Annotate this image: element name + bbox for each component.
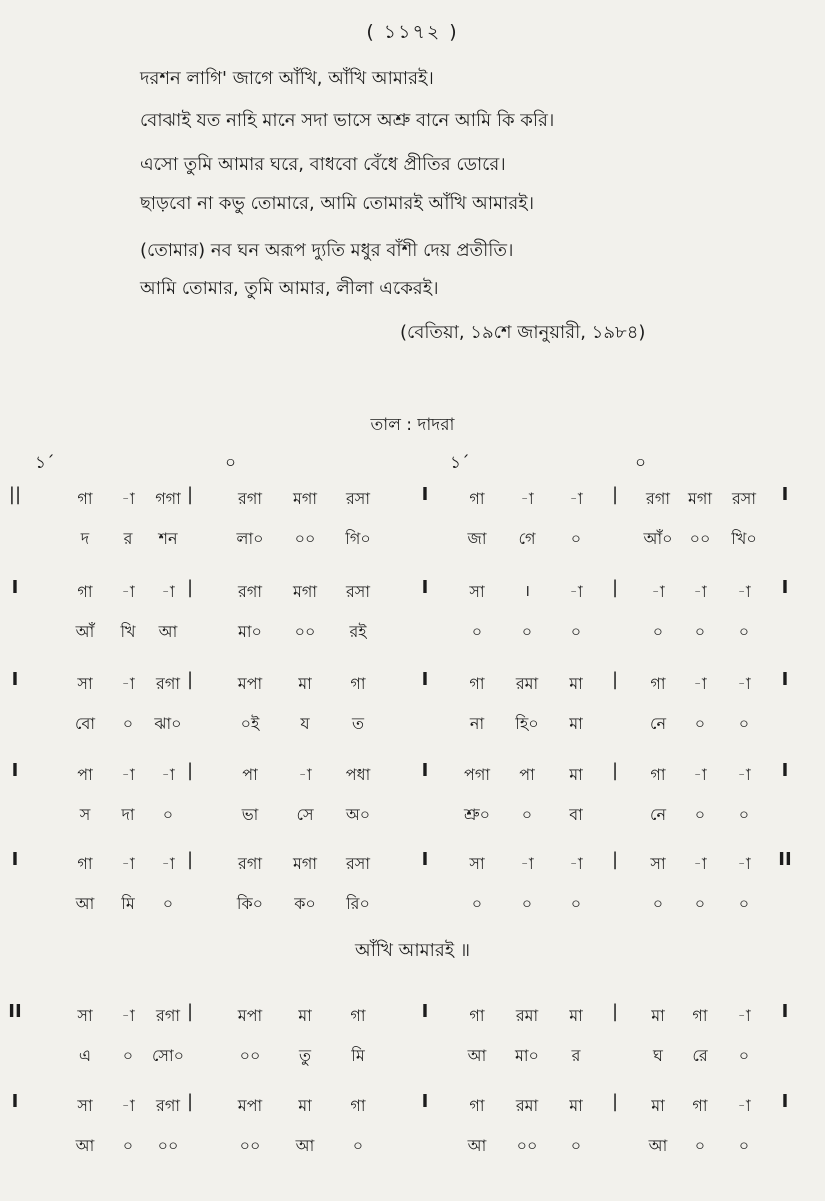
lyric-syllable: খি	[120, 622, 136, 641]
swara-note: গা	[469, 489, 485, 508]
swara-note: সা	[77, 1096, 93, 1115]
barline: |	[186, 1001, 194, 1022]
swara-note: গা	[77, 489, 93, 508]
beat-mark-1: ১´	[35, 453, 55, 473]
swara-note: মা	[651, 1006, 665, 1025]
barline: |	[611, 669, 619, 690]
swara-note: -া	[121, 674, 135, 693]
swara-note: রগা	[156, 1006, 180, 1025]
swara-note: সা	[469, 854, 485, 873]
lyric-syllable: আঁ০	[643, 529, 673, 548]
swara-note: গা	[77, 582, 93, 601]
barline: |	[611, 760, 619, 781]
barline: II	[8, 1001, 22, 1022]
swara-note: রগা	[156, 1096, 180, 1115]
lyric-syllable: ০	[652, 622, 664, 641]
lyric-syllable: কি০	[236, 894, 264, 913]
lyric-syllable: র	[571, 1046, 581, 1065]
barline: |	[186, 577, 194, 598]
lyric-syllable: ০০	[239, 1136, 261, 1155]
swara-note: -া	[569, 854, 583, 873]
swara-note: -া	[693, 854, 707, 873]
barline: |	[186, 1091, 194, 1112]
swara-note: পা	[519, 765, 535, 784]
swara-note: গা	[692, 1006, 708, 1025]
swara-note: মা	[569, 765, 583, 784]
swara-note: সা	[469, 582, 485, 601]
lyric-syllable: অ০	[345, 805, 371, 824]
swara-note: -া	[520, 489, 534, 508]
swara-note: ।	[523, 581, 531, 600]
lyric-syllable: রই	[349, 622, 367, 641]
swara-note: পা	[242, 765, 258, 784]
beat-mark-2: ০	[225, 453, 237, 473]
barline: I	[421, 669, 429, 690]
barline: I	[781, 1091, 789, 1112]
swara-note: গা	[350, 1006, 366, 1025]
barline: I	[421, 760, 429, 781]
lyric-syllable: ০	[738, 622, 750, 641]
lyric-syllable: আ	[467, 1046, 487, 1065]
swara-note: -া	[737, 1096, 751, 1115]
lyric-syllable: সে	[296, 805, 314, 824]
swara-note: মপা	[237, 674, 263, 693]
barline: II	[778, 849, 792, 870]
swara-note: -া	[693, 765, 707, 784]
lyric-syllable: দা	[121, 805, 135, 824]
lyric-syllable: মা	[569, 714, 583, 733]
swara-note: মপা	[237, 1006, 263, 1025]
lyric-syllable: ০০	[294, 622, 316, 641]
lyric-syllable: মা০	[238, 622, 262, 641]
barline: I	[421, 1091, 429, 1112]
lyric-syllable: ০	[694, 622, 706, 641]
swara-note: মগা	[292, 854, 318, 873]
swara-note: -া	[693, 582, 707, 601]
lyric-syllable: ০	[521, 622, 533, 641]
swara-note: গা	[650, 765, 666, 784]
swara-note: মা	[569, 1096, 583, 1115]
swara-note: মা	[298, 1096, 312, 1115]
lyric-syllable: ০০	[294, 529, 316, 548]
swara-note: -া	[121, 1006, 135, 1025]
lyric-syllable: ০	[352, 1136, 364, 1155]
swara-note: -া	[161, 582, 175, 601]
swara-note: গা	[350, 674, 366, 693]
swara-note: -া	[569, 582, 583, 601]
swara-note: রগা	[646, 489, 670, 508]
lyric-syllable: ভা	[241, 805, 259, 824]
lyric-syllable: স	[79, 805, 91, 824]
lyric-syllable: ০	[570, 622, 582, 641]
lyric-syllable: মি	[121, 894, 135, 913]
lyric-syllable: ০	[122, 714, 134, 733]
swara-note: -া	[121, 765, 135, 784]
swara-note: গা	[469, 674, 485, 693]
lyric-syllable: ০	[521, 894, 533, 913]
swara-note: -া	[737, 765, 751, 784]
barline: I	[781, 577, 789, 598]
lyric-syllable: আঁ	[75, 622, 95, 641]
barline: I	[781, 484, 789, 505]
page-number: ( ১১৭২ )	[366, 21, 459, 43]
lyric-syllable: গে	[518, 529, 536, 548]
lyric-syllable: আ	[648, 1136, 668, 1155]
lyric-line-5: (তোমার) নব ঘন অরূপ দ্যুতি মধুর বাঁশী দেয় প্রতীতি।	[140, 240, 514, 261]
swara-note: মগা	[292, 489, 318, 508]
lyric-syllable: ০	[570, 894, 582, 913]
lyric-syllable: ০	[738, 1046, 750, 1065]
swara-note: সা	[77, 674, 93, 693]
lyric-syllable: না	[469, 714, 485, 733]
lyric-syllable: আ	[158, 622, 178, 641]
lyric-syllable: ঘ	[653, 1046, 663, 1065]
swara-note: রসা	[345, 854, 371, 873]
barline: I	[421, 577, 429, 598]
lyric-syllable: ০	[162, 805, 174, 824]
lyric-syllable: বো	[74, 714, 96, 733]
lyric-syllable: ০	[521, 805, 533, 824]
barline: I	[11, 669, 19, 690]
lyric-line-4: ছাড়বো না কভু তোমারে, আমি তোমারই আঁখি আমারই।	[140, 193, 535, 214]
lyric-syllable: র	[123, 529, 133, 548]
swara-note: রমা	[515, 674, 539, 693]
swara-note: মগা	[687, 489, 713, 508]
barline: I	[11, 577, 19, 598]
lyric-syllable: আ	[295, 1136, 315, 1155]
barline: I	[11, 849, 19, 870]
lyric-syllable: লা০	[236, 529, 264, 548]
swara-note: রগা	[238, 489, 262, 508]
swara-note: -া	[520, 854, 534, 873]
refrain-line: আঁখি আমারই ॥	[354, 940, 471, 961]
lyric-line-2: বোঝাই যত নাহি মানে সদা ভাসে অশ্রু বানে আমি কি করি।	[140, 110, 555, 131]
lyric-syllable: ক০	[294, 894, 316, 913]
swara-note: -া	[651, 582, 665, 601]
swara-note: -া	[161, 765, 175, 784]
lyric-syllable: ঝা০	[154, 714, 182, 733]
lyric-syllable: আ	[467, 1136, 487, 1155]
lyric-syllable: ০০	[157, 1136, 179, 1155]
swara-note: মা	[298, 1006, 312, 1025]
lyric-syllable: হি০	[515, 714, 539, 733]
lyric-line-6: আমি তোমার, তুমি আমার, লীলা একেরই।	[140, 278, 439, 299]
barline: |	[186, 669, 194, 690]
lyric-syllable: ০	[122, 1136, 134, 1155]
lyric-syllable: তু	[298, 1046, 312, 1065]
lyric-syllable: ০	[471, 622, 483, 641]
lyric-syllable: গি০	[345, 529, 371, 548]
swara-note: রমা	[515, 1096, 539, 1115]
swara-note: পধা	[345, 765, 371, 784]
lyric-line-1: দরশন লাগি' জাগে আঁখি, আঁখি আমারই।	[140, 68, 434, 89]
lyric-syllable: ০	[738, 894, 750, 913]
swara-note: -া	[121, 582, 135, 601]
swara-note: -া	[121, 1096, 135, 1115]
barline: |	[611, 849, 619, 870]
lyric-syllable: ০	[652, 894, 664, 913]
lyric-syllable: ০	[694, 805, 706, 824]
barline: I	[421, 849, 429, 870]
swara-note: গা	[77, 854, 93, 873]
barline: I	[11, 760, 19, 781]
lyric-syllable: আ	[75, 894, 95, 913]
barline: |	[186, 849, 194, 870]
lyric-syllable: সো০	[151, 1046, 185, 1065]
swara-note: গা	[350, 1096, 366, 1115]
lyric-syllable: দ	[80, 529, 90, 548]
barline: |	[611, 577, 619, 598]
barline: I	[781, 1001, 789, 1022]
barline: I	[781, 669, 789, 690]
swara-note: রসা	[345, 582, 371, 601]
swara-note: -া	[737, 854, 751, 873]
swara-note: মপা	[237, 1096, 263, 1115]
swara-note: গা	[650, 674, 666, 693]
swara-note: গগা	[155, 489, 181, 508]
swara-note: রসা	[345, 489, 371, 508]
lyric-syllable: এ	[78, 1046, 92, 1065]
swara-note: সা	[77, 1006, 93, 1025]
barline: ||	[8, 484, 22, 505]
lyric-syllable: ০	[694, 1136, 706, 1155]
swara-note: -া	[161, 854, 175, 873]
lyric-syllable: ০	[694, 894, 706, 913]
barline: I	[781, 760, 789, 781]
lyric-syllable: ০	[738, 714, 750, 733]
lyric-syllable: ০ই	[240, 714, 260, 733]
lyric-line-3: এসো তুমি আমার ঘরে, বাধবো বেঁধে প্রীতির ডোরে।	[140, 154, 506, 175]
swara-note: গা	[692, 1096, 708, 1115]
lyric-syllable: ০	[122, 1046, 134, 1065]
lyric-syllable: ০	[694, 714, 706, 733]
swara-note: মা	[569, 674, 583, 693]
lyric-syllable: মি	[351, 1046, 365, 1065]
swara-note: -া	[569, 489, 583, 508]
lyric-syllable: ০	[738, 1136, 750, 1155]
barline: |	[611, 1091, 619, 1112]
beat-mark-3: ১´	[450, 453, 470, 473]
tala-heading: তাল : দাদরা	[370, 415, 455, 435]
lyric-syllable: নে	[649, 714, 667, 733]
lyric-syllable: বা	[569, 805, 583, 824]
swara-note: -া	[121, 854, 135, 873]
swara-note: -া	[737, 1006, 751, 1025]
lyric-syllable: শ্রু০	[463, 805, 491, 824]
barline: I	[421, 1001, 429, 1022]
barline: I	[421, 484, 429, 505]
lyric-syllable: আ	[75, 1136, 95, 1155]
date-line: (বেতিয়া, ১৯শে জানুয়ারী, ১৯৮৪)	[400, 322, 646, 343]
lyric-syllable: শন	[158, 529, 178, 548]
swara-note: রগা	[238, 582, 262, 601]
lyric-syllable: খি০	[731, 529, 757, 548]
lyric-syllable: ০	[570, 529, 582, 548]
swara-note: গা	[469, 1006, 485, 1025]
swara-note: -া	[121, 489, 135, 508]
swara-note: গা	[469, 1096, 485, 1115]
swara-note: -া	[737, 582, 751, 601]
lyric-syllable: ত	[351, 714, 365, 733]
lyric-syllable: রি০	[346, 894, 370, 913]
swara-note: মা	[298, 674, 312, 693]
barline: |	[186, 760, 194, 781]
lyric-syllable: ০	[738, 805, 750, 824]
beat-mark-4: ০	[635, 453, 647, 473]
swara-note: মা	[569, 1006, 583, 1025]
lyric-syllable: ০	[471, 894, 483, 913]
lyric-syllable: য	[300, 714, 310, 733]
swara-note: মগা	[292, 582, 318, 601]
lyric-syllable: ০০	[689, 529, 711, 548]
lyric-syllable: নে	[649, 805, 667, 824]
barline: |	[611, 1001, 619, 1022]
swara-note: -া	[693, 674, 707, 693]
barline: |	[186, 484, 194, 505]
swara-note: মা	[651, 1096, 665, 1115]
swara-note: রগা	[156, 674, 180, 693]
swara-note: রমা	[515, 1006, 539, 1025]
barline: |	[611, 484, 619, 505]
swara-note: রসা	[731, 489, 757, 508]
swara-note: পগা	[464, 765, 490, 784]
lyric-syllable: জা	[467, 529, 487, 548]
swara-note: সা	[650, 854, 666, 873]
swara-note: -া	[737, 674, 751, 693]
lyric-syllable: ০	[570, 1136, 582, 1155]
swara-note: -া	[298, 765, 312, 784]
lyric-syllable: মা০	[515, 1046, 539, 1065]
barline: I	[11, 1091, 19, 1112]
swara-note: পা	[77, 765, 93, 784]
lyric-syllable: ০০	[239, 1046, 261, 1065]
lyric-syllable: রে	[692, 1046, 708, 1065]
swara-note: রগা	[238, 854, 262, 873]
lyric-syllable: ০	[162, 894, 174, 913]
lyric-syllable: ০০	[516, 1136, 538, 1155]
